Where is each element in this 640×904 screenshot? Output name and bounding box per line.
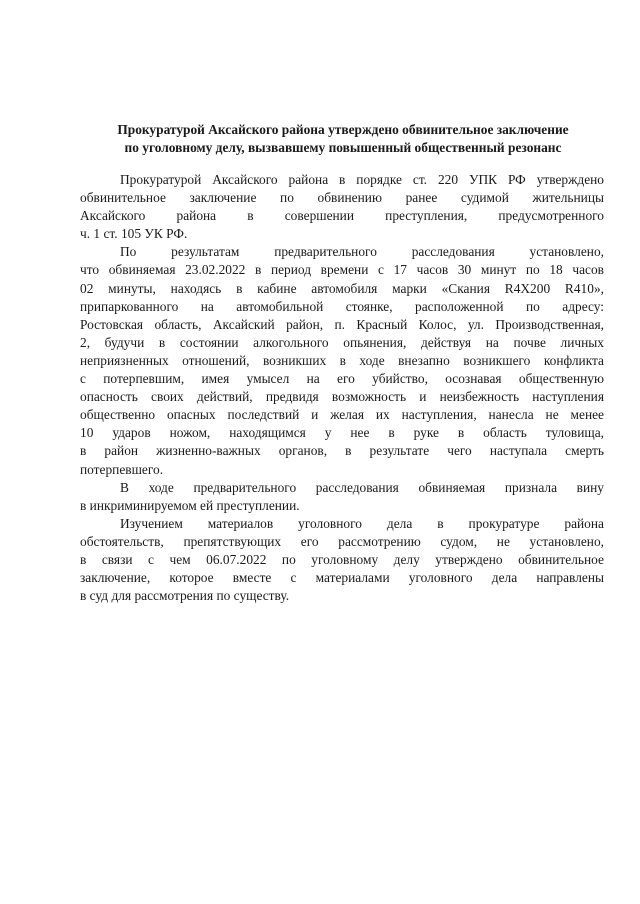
text-line: неприязненных отношений, возникших в ходе внезапно возникшего конфликта (80, 352, 604, 368)
title-line: Прокуратурой Аксайского района утверждено обвинительное заключение (117, 122, 569, 137)
text-line: заключение, которое вместе с материалами уголовного дела направлены (80, 570, 604, 586)
text-line: в суд для рассмотрения по существу. (80, 588, 290, 604)
text-line: Аксайского района в совершении преступления, предусмотренного (80, 208, 604, 224)
text-line: В ходе предварительного расследования обвиняемая признала вину (120, 479, 604, 495)
text-line: опасность своих действий, предвидя возможность и неизбежность наступления (80, 389, 604, 405)
text-line: Прокуратурой Аксайского района в порядке ст. 220 УПК РФ утверждено (120, 172, 604, 187)
text-line: По результатам предварительного расследования установлено, (120, 244, 604, 260)
text-line: Ростовская область, Аксайский район, п. Красный Колос, ул. Производственная, (80, 316, 604, 332)
text-line: Изучением материалов уголовного дела в прокуратуре района (120, 515, 604, 531)
text-line: с потерпевшим, имея умысел на его убийство, осознавая общественную (80, 371, 604, 387)
text-line: потерпевшего. (80, 461, 164, 477)
document-body (80, 171, 604, 605)
text-line: обвинительное заключение по обвинению ранее судимой жительницы (80, 190, 604, 206)
text-line: 10 ударов ножом, находящимся у нее в руке в область туловища, (80, 425, 604, 441)
text-line: обстоятельств, препятствующих его рассмотрению судом, не установлено, (80, 533, 604, 549)
text-line: 02 минуты, находясь в кабине автомобиля марки «Скания R4X200 R410», (80, 280, 604, 296)
text-line: общественно опасных последствий и желая их наступления, нанесла не менее (80, 407, 604, 423)
text-line: в связи с чем 06.07.2022 по уголовному делу утверждено обвинительное (80, 551, 604, 567)
text-line: что обвиняемая 23.02.2022 в период времени с 17 часов 30 минут по 18 часов (80, 262, 604, 278)
text-line: ч. 1 ст. 105 УК РФ. (80, 226, 188, 242)
paragraph-admission (80, 479, 604, 515)
text-line: в инкриминируемом ей преступлении. (80, 497, 300, 513)
text-line: 2, будучи в состоянии алкогольного опьянения, действуя на почве личных (80, 334, 604, 350)
text-line: в район жизненно-важных органов, в результате чего наступала смерть (80, 443, 604, 459)
text-line: припаркованного на автомобильной стоянке, расположенной по адресу: (80, 298, 604, 314)
title-line: по уголовному делу, вызвавшему повышенный общественный резонанс (124, 140, 562, 155)
document-title (78, 121, 608, 157)
paragraph-investigation-findings (80, 243, 604, 478)
paragraph-referral-to-court (80, 515, 604, 605)
paragraph-approval (80, 171, 604, 243)
